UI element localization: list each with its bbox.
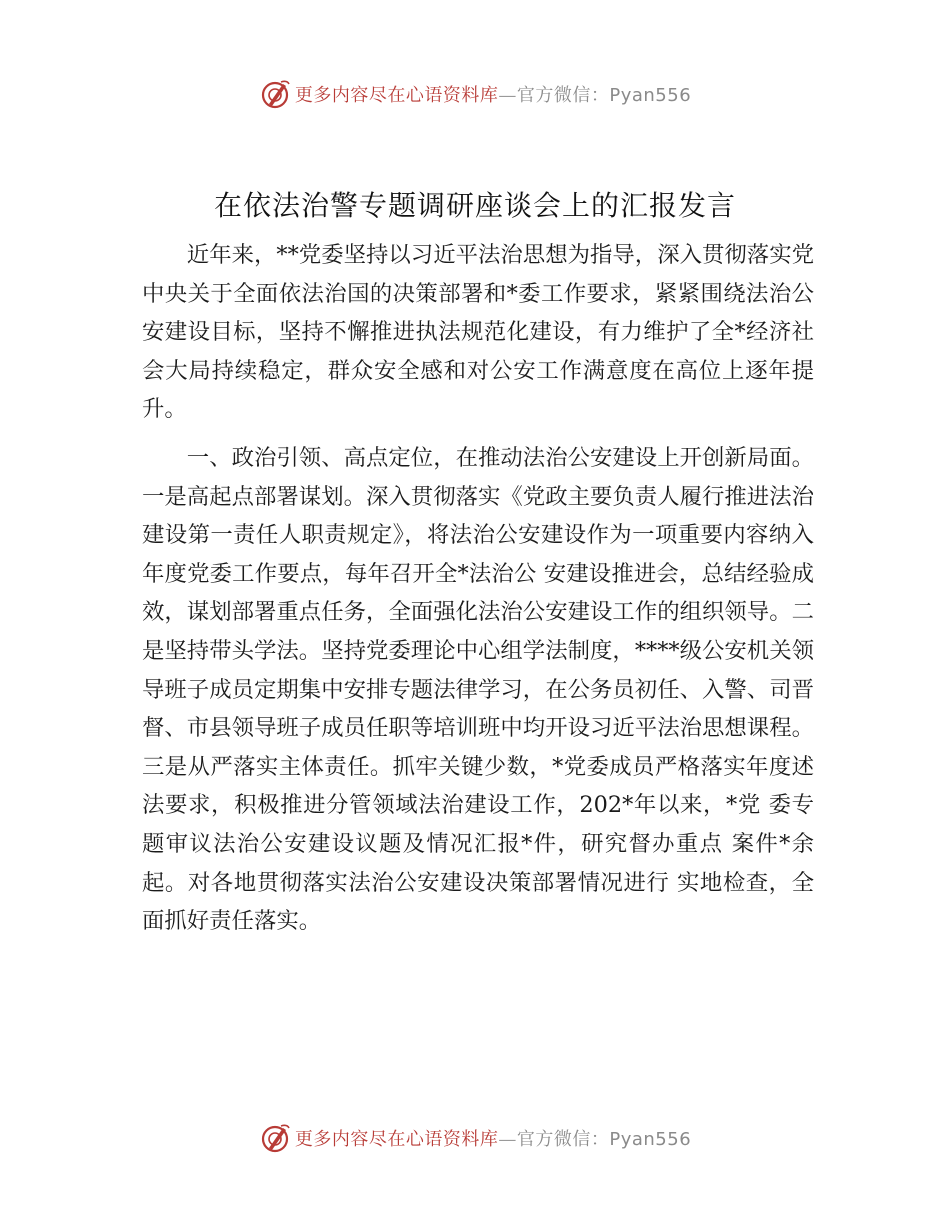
banner-separator: — (498, 85, 517, 106)
document-body (142, 236, 814, 951)
banner-wechat-text: 官方微信：Pyan556 (516, 85, 692, 106)
paragraph-section-one: 一、政治引领、高点定位，在推动法治公安建设上开创新局面。一是高起点部署谋划。深入贯彻落实《党政主要负责人履行推进法治建设第一责任人职责规定》，将法治公安建设作为一项重要内容纳入年度党委工作要点，每年召开全*法治公 安建设推进会，总结经验成效，谋划部署重点任务，全面强化法治公安建设工作的组织领导。二是坚持带头学法。坚持党委理论中心组学法制度，****级公安机关领导班子成员定期集中安排专题法律学习，在公务员初任、入警、司晋督、市县领导班子成员任职等培训班中均开设习近平法治思想课程。三是从严落实主体责任。抓牢关键少数，*党委成员严格落实年度述 法要求，积极推进分管领域法治建设工作，202*年以来，*党 委专题审议法治公安建设议题及情况汇报*件，研究督办重点 案件*余起。对各地贯彻落实法治公安建设决策部署情况进行 实地检查，全面抓好责任落实。 (142, 444, 814, 935)
brand-logo-icon (259, 1122, 291, 1154)
banner-text (295, 81, 691, 107)
banner-separator: — (498, 1129, 517, 1150)
banner-wechat-text: 官方微信：Pyan556 (516, 1129, 692, 1150)
brand-logo-icon (259, 78, 291, 110)
paragraph-intro: 近年来，**党委坚持以习近平法治思想为指导，深入贯彻落实党中央关于全面依法治国的决策部署和*委工作要求，紧紧围绕法治公安建设目标，坚持不懈推进执法规范化建设，有力维护了全*经济社会大局持续稳定，群众安全感和对公安工作满意度在高位上逐年提升。 (142, 242, 814, 423)
banner-text (295, 1125, 691, 1151)
banner-site-text: 更多内容尽在心语资料库 (294, 85, 499, 106)
document-title: 在依法治警专题调研座谈会上的汇报发言 (213, 189, 736, 222)
footer-banner (0, 1118, 950, 1158)
banner-site-text: 更多内容尽在心语资料库 (294, 1129, 499, 1150)
header-banner (0, 74, 950, 114)
